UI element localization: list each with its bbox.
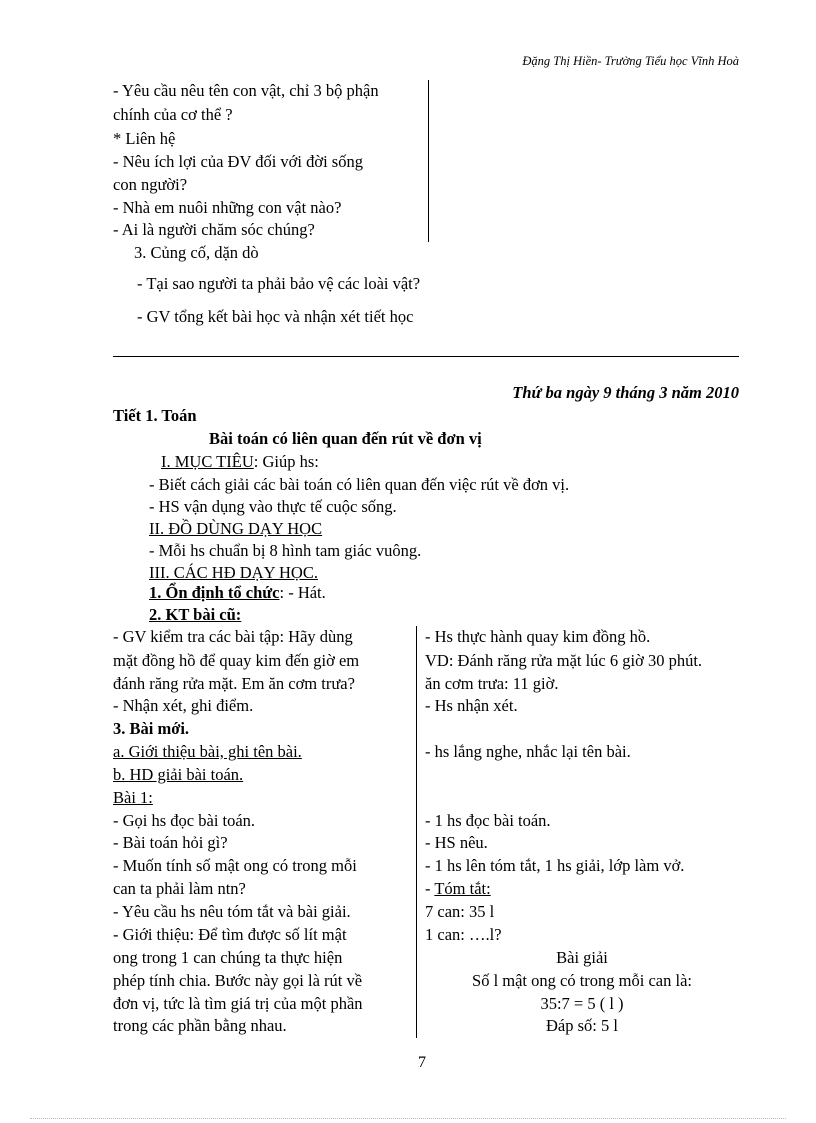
right-line-9: 7 can: 35 l xyxy=(425,902,495,921)
top-line-7: - Ai là người chăm sóc chúng? xyxy=(113,220,315,239)
top-line-6: - Nhà em nuôi những con vật nào? xyxy=(113,198,342,217)
right-line-12: 35:7 = 5 ( l ) xyxy=(540,994,624,1013)
right-line-5: - hs lắng nghe, nhắc lại tên bài. xyxy=(425,742,631,761)
lesson-date: Thứ ba ngày 9 tháng 3 năm 2010 xyxy=(512,383,739,402)
left-line-8: phép tính chia. Bước này gọi là rút về xyxy=(113,971,363,990)
left-line-7: ong trong 1 can chúng ta thực hiện xyxy=(113,948,343,967)
goal-2: - HS vận dụng vào thực tế cuộc sống. xyxy=(149,497,397,516)
right-line-1: - Hs thực hành quay kim đồng hồ. xyxy=(425,627,651,646)
page-bottom-edge xyxy=(30,1118,786,1119)
left-line-5: - Yêu cầu hs nêu tóm tắt và bài giải. xyxy=(113,902,351,921)
cung-co-bullet-1: - Tại sao người ta phải bảo vệ các loài vật? xyxy=(137,274,421,293)
left-kt-3: đánh răng rửa mặt. Em ăn cơm trưa? xyxy=(113,674,355,693)
right-line-10: 1 can: ….l? xyxy=(425,925,502,944)
left-kt-2: mặt đồng hồ để quay kim đến giờ em xyxy=(113,651,360,670)
hd-giai-heading: b. HD giải bài toán. xyxy=(113,765,244,784)
lesson-column-divider xyxy=(416,626,417,1038)
gioi-thieu-heading: a. Giới thiệu bài, ghi tên bài. xyxy=(113,742,302,761)
left-line-9: đơn vị, tức là tìm giá trị của một phần xyxy=(113,994,363,1013)
right-line-13: Đáp số: 5 l xyxy=(546,1016,618,1035)
left-kt-4: - Nhận xét, ghi điểm. xyxy=(113,696,254,715)
left-line-1: - Gọi hs đọc bài toán. xyxy=(113,811,256,830)
right-line-2: VD: Đánh răng rửa mặt lúc 6 giờ 30 phút. xyxy=(425,651,703,670)
section-divider xyxy=(113,356,739,357)
top-line-4: - Nêu ích lợi của ĐV đối với đời sống xyxy=(113,152,363,171)
lesson-label: Tiết 1. Toán xyxy=(113,406,197,425)
top-line-1: - Yêu cầu nêu tên con vật, chỉ 3 bộ phận xyxy=(113,81,379,100)
tom-tat-line xyxy=(425,878,491,900)
page-number: 7 xyxy=(418,1054,426,1071)
cac-hd-heading: III. CÁC HĐ DẠY HỌC. xyxy=(149,563,318,582)
on-dinh-tail: : - Hát. xyxy=(279,583,326,602)
right-line-6: - 1 hs đọc bài toán. xyxy=(425,811,551,830)
left-kt-1: - GV kiểm tra các bài tập: Hãy dùng xyxy=(113,627,353,646)
kt-bai-cu-heading: 2. KT bài cũ: xyxy=(149,605,242,624)
muc-tieu-line xyxy=(161,451,319,473)
page-header: Đặng Thị Hiền- Trường Tiểu học Vĩnh Hoà xyxy=(522,54,739,68)
bai-1-heading: Bài 1: xyxy=(113,788,153,807)
top-column-divider xyxy=(428,80,429,242)
left-line-3: - Muốn tính số mật ong có trong mỗi xyxy=(113,856,357,875)
tom-tat-heading: Tóm tắt: xyxy=(434,879,491,898)
do-dung-heading: II. ĐỒ DÙNG DẠY HỌC xyxy=(149,519,323,538)
do-dung-item: - Mỗi hs chuẩn bị 8 hình tam giác vuông. xyxy=(149,541,422,560)
bai-giai-heading: Bài giải xyxy=(556,948,608,967)
cung-co-bullet-2: - GV tổng kết bài học và nhận xét tiết học xyxy=(137,307,414,326)
muc-tieu-tail: : Giúp hs: xyxy=(253,452,319,471)
on-dinh-line xyxy=(149,582,326,604)
right-line-3: ăn cơm trưa: 11 giờ. xyxy=(425,674,559,693)
top-line-3: * Liên hệ xyxy=(113,129,176,148)
top-line-2: chính của cơ thể ? xyxy=(113,105,233,124)
left-line-10: trong các phần bằng nhau. xyxy=(113,1016,287,1035)
cung-co-heading: 3. Củng cố, dặn dò xyxy=(134,243,259,262)
left-line-2: - Bài toán hỏi gì? xyxy=(113,833,228,852)
right-line-7: - HS nêu. xyxy=(425,833,488,852)
on-dinh-heading: 1. Ổn định tổ chức xyxy=(149,583,280,602)
muc-tieu-heading: I. MỤC TIÊU xyxy=(161,452,254,471)
lesson-title: Bài toán có liên quan đến rút về đơn vị xyxy=(209,429,482,448)
top-line-5: con người? xyxy=(113,175,188,194)
right-line-4: - Hs nhận xét. xyxy=(425,696,518,715)
right-line-11: Số l mật ong có trong mỗi can là: xyxy=(472,971,692,990)
bai-moi-heading: 3. Bài mới. xyxy=(113,719,190,738)
right-line-8: - 1 hs lên tóm tắt, 1 hs giải, lớp làm vở. xyxy=(425,856,685,875)
goal-1: - Biết cách giải các bài toán có liên quan đến việc rút về đơn vị. xyxy=(149,475,570,494)
left-line-4: can ta phải làm ntn? xyxy=(113,879,246,898)
tom-tat-dash: - xyxy=(425,879,435,898)
left-line-6: - Giới thiệu: Để tìm được số lít mật xyxy=(113,925,347,944)
